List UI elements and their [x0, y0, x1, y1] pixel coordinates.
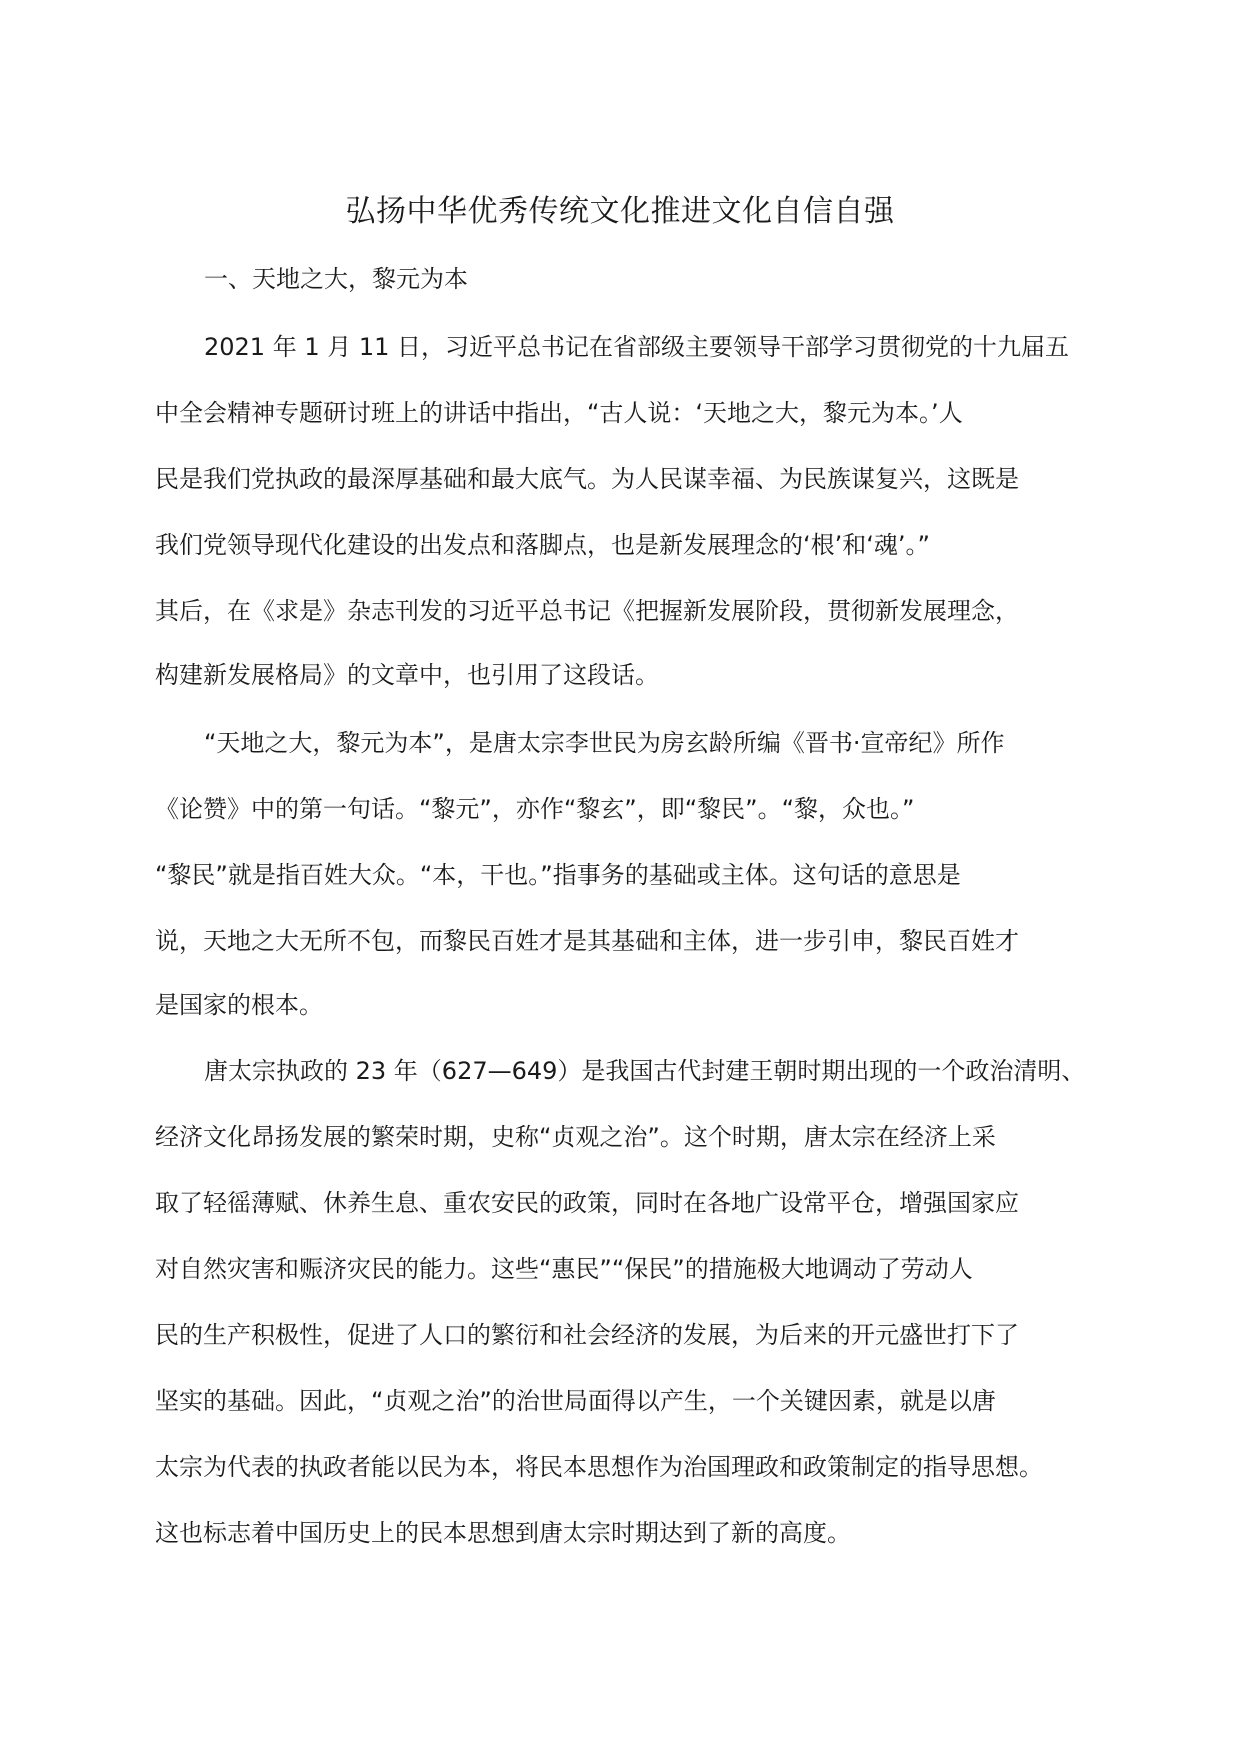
paragraph-3-line-7: 太宗为代表的执政者能以民为本，将民本思想作为治国理政和政策制定的指导思想。	[155, 1453, 1043, 1481]
paragraph-3-line-1: 唐太宗执政的 23 年（627—649）是我国古代封建王朝时期出现的一个政治清明、	[204, 1057, 1086, 1085]
paragraph-1-line-2: 中全会精神专题研讨班上的讲话中指出，“古人说：‘天地之大，黎元为本。’人	[155, 399, 963, 427]
document-title: 弘扬中华优秀传统文化推进文化自信自强	[345, 194, 895, 229]
paragraph-1-line-6: 构建新发展格局》的文章中，也引用了这段话。	[155, 661, 659, 689]
paragraph-2-line-1: “天地之大，黎元为本”，是唐太宗李世民为房玄龄所编《晋书·宣帝纪》所作	[204, 729, 1005, 757]
paragraph-2-line-2: 《论赞》中的第一句话。“黎元”，亦作“黎玄”，即“黎民”。“黎，众也。”	[155, 795, 915, 823]
paragraph-3-line-6: 坚实的基础。因此，“贞观之治”的治世局面得以产生，一个关键因素，就是以唐	[155, 1387, 996, 1415]
paragraph-1-line-4: 我们党领导现代化建设的出发点和落脚点，也是新发展理念的‘根’和‘魂’。”	[155, 531, 930, 559]
paragraph-3-line-5: 民的生产积极性，促进了人口的繁衍和社会经济的发展，为后来的开元盛世打下了	[155, 1321, 1019, 1349]
paragraph-2-line-4: 说，天地之大无所不包，而黎民百姓才是其基础和主体，进一步引申，黎民百姓才	[155, 927, 1019, 955]
paragraph-3-line-8: 这也标志着中国历史上的民本思想到唐太宗时期达到了新的高度。	[155, 1519, 851, 1547]
paragraph-3-line-2: 经济文化昂扬发展的繁荣时期，史称“贞观之治”。这个时期，唐太宗在经济上采	[155, 1123, 996, 1151]
paragraph-2-line-5: 是国家的根本。	[155, 991, 323, 1019]
paragraph-3-line-3: 取了轻徭薄赋、休养生息、重农安民的政策，同时在各地广设常平仓，增强国家应	[155, 1189, 1019, 1217]
paragraph-3-line-4: 对自然灾害和赈济灾民的能力。这些“惠民”“保民”的措施极大地调动了劳动人	[155, 1255, 973, 1283]
paragraph-1-line-3: 民是我们党执政的最深厚基础和最大底气。为人民谋幸福、为民族谋复兴，这既是	[155, 465, 1019, 493]
paragraph-1-line-5: 其后，在《求是》杂志刊发的习近平总书记《把握新发展阶段，贯彻新发展理念，	[155, 597, 1019, 625]
paragraph-1-line-1: 2021 年 1 月 11 日，习近平总书记在省部级主要领导干部学习贯彻党的十九届五	[204, 333, 1070, 361]
section-heading: 一、天地之大，黎元为本	[204, 265, 468, 293]
paragraph-2-line-3: “黎民”就是指百姓大众。“本，干也。”指事务的基础或主体。这句话的意思是	[155, 861, 961, 889]
